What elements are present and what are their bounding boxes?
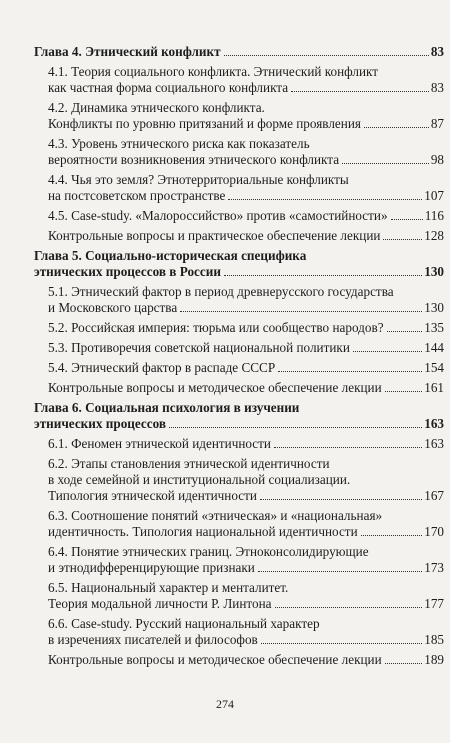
toc-entry-title: в ходе семейной и институциональной социализации.	[48, 472, 351, 487]
toc-entry-line	[34, 44, 444, 60]
dot-leader	[391, 219, 423, 220]
toc-entry-title: 5.3. Противоречия советской национальной политики	[48, 340, 350, 355]
dot-leader	[278, 371, 422, 372]
toc-page-number: 135	[424, 320, 444, 335]
toc-entry-line	[48, 172, 444, 188]
toc-entry-line	[48, 340, 444, 356]
toc-entry-line	[48, 284, 444, 300]
toc-entry-title: 6.3. Соотношение понятий «этническая» и «национальная»	[48, 508, 383, 523]
toc-entry-title: 5.1. Этнический фактор в период древнерусского государства	[48, 284, 394, 299]
toc-page-number: 163	[424, 416, 444, 431]
dot-leader	[180, 311, 422, 312]
toc-entry	[34, 360, 444, 376]
toc-entry	[34, 136, 444, 168]
dot-leader	[353, 351, 422, 352]
toc-entry-line	[48, 136, 444, 152]
toc-entry-title: Контрольные вопросы и методическое обеспечение лекции	[48, 652, 382, 667]
dot-leader	[342, 163, 429, 164]
toc-entry	[34, 228, 444, 244]
toc-page-number: 83	[430, 80, 444, 95]
toc-entry-title: 4.3. Уровень этнического риска как показатель	[48, 136, 310, 151]
dot-leader	[261, 643, 422, 644]
toc-page-number: 163	[424, 436, 444, 451]
toc-page-number: 170	[424, 524, 444, 539]
toc-entry-title: 6.6. Case-study. Русский национальный характер	[48, 616, 320, 631]
dot-leader	[275, 607, 423, 608]
toc-page-number: 130	[424, 264, 444, 279]
toc-entry-title: Глава 5. Социально-историческая специфика	[34, 248, 307, 263]
toc-entry-line	[34, 248, 444, 264]
toc-entry	[34, 100, 444, 132]
toc-page-number: 128	[424, 228, 444, 243]
toc-page-number: 116	[424, 208, 444, 223]
dot-leader	[385, 663, 423, 664]
toc-entry-title: и Московского царства	[48, 300, 178, 315]
toc-entry-line	[48, 472, 444, 488]
toc-entry-title: 6.2. Этапы становления этнической идентичности	[48, 456, 330, 471]
toc-entry-line	[48, 100, 444, 116]
toc-entry	[34, 340, 444, 356]
table-of-contents	[34, 44, 444, 672]
toc-entry-line	[48, 596, 444, 612]
toc-entry-title: 6.4. Понятие этнических границ. Этноконсолидирующие	[48, 544, 369, 559]
toc-entry-line	[48, 360, 444, 376]
dot-leader	[361, 535, 423, 536]
toc-page-number: 185	[424, 632, 444, 647]
toc-entry	[34, 208, 444, 224]
toc-page-number: 177	[424, 596, 444, 611]
toc-entry-line	[48, 208, 444, 224]
toc-entry-line	[48, 80, 444, 96]
dot-leader	[364, 127, 429, 128]
toc-entry-title: Теория модальной личности Р. Линтона	[48, 596, 272, 611]
toc-entry-title: в изречениях писателей и философов	[48, 632, 258, 647]
toc-entry-line	[34, 264, 444, 280]
toc-entry	[34, 616, 444, 648]
toc-page-number: 161	[424, 380, 444, 395]
dot-leader	[383, 239, 422, 240]
toc-entry-title: 4.2. Динамика этнического конфликта.	[48, 100, 265, 115]
dot-leader	[260, 499, 422, 500]
toc-entry-line	[48, 616, 444, 632]
dot-leader	[385, 391, 423, 392]
toc-entry	[34, 436, 444, 452]
toc-entry	[34, 320, 444, 336]
toc-entry-title: Глава 6. Социальная психология в изучении	[34, 400, 300, 415]
toc-page-number: 83	[430, 44, 444, 59]
toc-entry-title: этнических процессов	[34, 416, 166, 431]
toc-entry-title: вероятности возникновения этнического конфликта	[48, 152, 340, 167]
toc-entry-line	[48, 436, 444, 452]
toc-entry-title: 5.4. Этнический фактор в распаде СССР	[48, 360, 276, 375]
toc-entry-line	[48, 300, 444, 316]
toc-entry	[34, 172, 444, 204]
toc-chapter	[34, 248, 444, 280]
toc-entry-title: и этнодифференцирующие признаки	[48, 560, 255, 575]
toc-entry	[34, 652, 444, 668]
toc-entry	[34, 64, 444, 96]
toc-page-number: 87	[430, 116, 444, 131]
toc-page-number: 98	[430, 152, 444, 167]
toc-chapter	[34, 400, 444, 432]
toc-entry-title: Контрольные вопросы и практическое обеспечение лекции	[48, 228, 381, 243]
toc-page-number: 107	[424, 188, 444, 203]
toc-entry-line	[48, 488, 444, 504]
toc-entry-line	[34, 416, 444, 432]
toc-entry-title: Контрольные вопросы и методическое обеспечение лекции	[48, 380, 382, 395]
dot-leader	[169, 427, 422, 428]
dot-leader	[274, 447, 422, 448]
toc-page-number: 167	[424, 488, 444, 503]
dot-leader	[387, 331, 423, 332]
toc-entry	[34, 380, 444, 396]
toc-entry-line	[48, 544, 444, 560]
toc-entry-line	[48, 456, 444, 472]
toc-entry	[34, 544, 444, 576]
dot-leader	[224, 55, 429, 56]
toc-entry-title: на постсоветском пространстве	[48, 188, 226, 203]
toc-entry-title: как частная форма социального конфликта	[48, 80, 289, 95]
toc-entry-title: 4.4. Чья это земля? Этнотерриториальные конфликты	[48, 172, 349, 187]
toc-entry-line	[48, 524, 444, 540]
toc-entry-line	[48, 632, 444, 648]
toc-page-number: 154	[424, 360, 444, 375]
toc-entry	[34, 456, 444, 504]
toc-page-number: 189	[424, 652, 444, 667]
toc-entry-title: Типология этнической идентичности	[48, 488, 257, 503]
toc-entry-line	[48, 380, 444, 396]
toc-page-number: 173	[424, 560, 444, 575]
toc-entry-title: идентичность. Типология национальной идентичности	[48, 524, 358, 539]
toc-entry-line	[48, 64, 444, 80]
toc-entry-title: 6.5. Национальный характер и менталитет.	[48, 580, 289, 595]
toc-entry-title: 4.1. Теория социального конфликта. Этнический конфликт	[48, 64, 378, 79]
toc-entry-title: этнических процессов в России	[34, 264, 221, 279]
toc-entry-line	[48, 320, 444, 336]
toc-entry-line	[48, 116, 444, 132]
toc-entry-title: Конфликты по уровню притязаний и форме проявления	[48, 116, 361, 131]
toc-entry-line	[48, 560, 444, 576]
toc-entry-line	[34, 400, 444, 416]
toc-chapter	[34, 44, 444, 60]
dot-leader	[291, 91, 429, 92]
toc-entry	[34, 580, 444, 612]
dot-leader	[228, 199, 422, 200]
dot-leader	[224, 275, 422, 276]
page-number: 274	[216, 697, 234, 711]
dot-leader	[258, 571, 422, 572]
toc-entry	[34, 508, 444, 540]
toc-entry-title: 5.2. Российская империя: тюрьма или сообщество народов?	[48, 320, 384, 335]
toc-entry-line	[48, 508, 444, 524]
toc-entry-line	[48, 580, 444, 596]
toc-entry-line	[48, 228, 444, 244]
toc-entry	[34, 284, 444, 316]
toc-entry-line	[48, 652, 444, 668]
toc-entry-line	[48, 188, 444, 204]
toc-page-number: 144	[424, 340, 444, 355]
toc-entry-title: 6.1. Феномен этнической идентичности	[48, 436, 271, 451]
toc-entry-line	[48, 152, 444, 168]
toc-entry-title: 4.5. Case-study. «Малороссийство» против «самостийности»	[48, 208, 388, 223]
toc-page-number: 130	[424, 300, 444, 315]
toc-entry-title: Глава 4. Этнический конфликт	[34, 44, 221, 59]
